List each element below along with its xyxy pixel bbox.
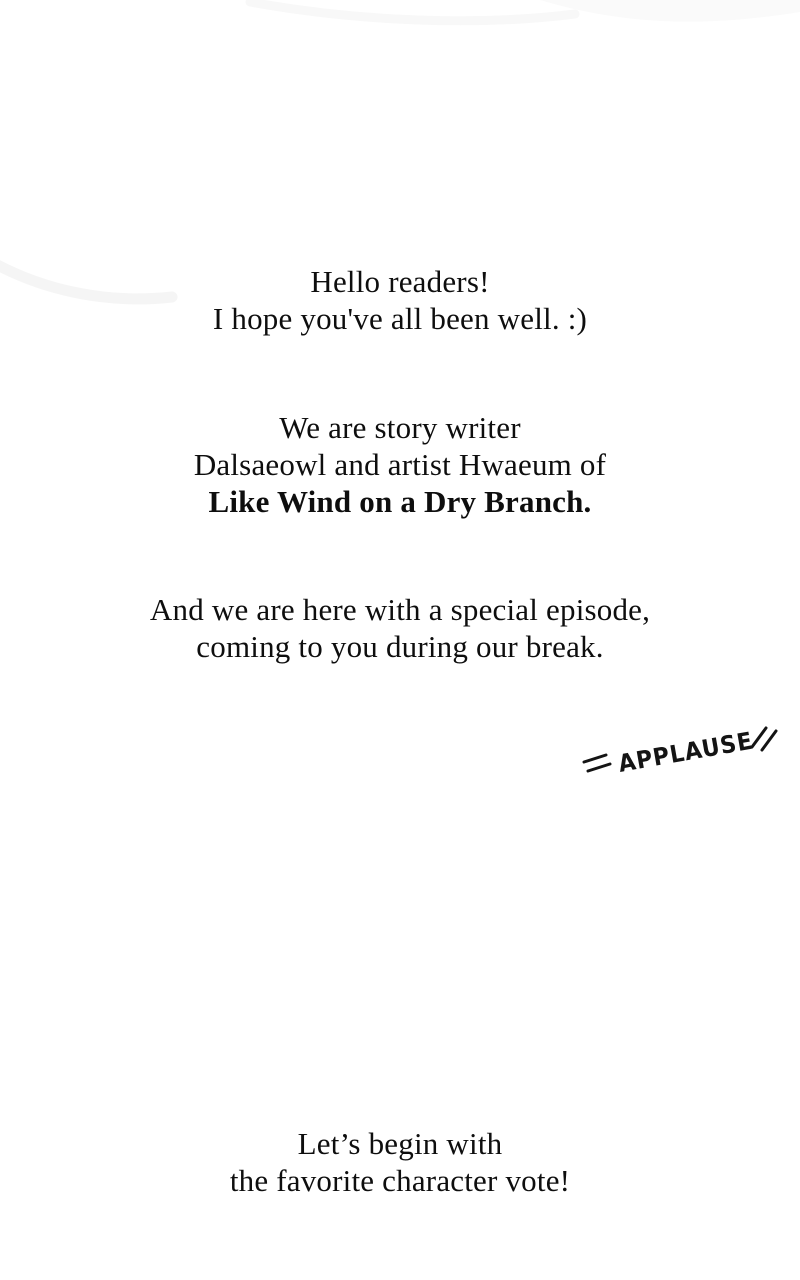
credits-line-2: Dalsaeowl and artist Hwaeum of xyxy=(193,447,607,482)
cloud-wisp-top-right xyxy=(540,0,800,22)
closing-line-1: Let’s begin with xyxy=(297,1126,503,1161)
greeting-text xyxy=(0,263,800,337)
episode-note-line-1: And we are here with a special episode, xyxy=(149,592,651,627)
closing-text xyxy=(0,1125,800,1199)
greeting-line-2: I hope you've all been well. :) xyxy=(212,301,588,336)
applause-right-slash-icon xyxy=(752,728,776,750)
series-title: Like Wind on a Dry Branch. xyxy=(208,484,592,519)
applause-left-tick-icon xyxy=(584,755,610,771)
applause-sfx xyxy=(560,705,785,790)
credits-text xyxy=(0,409,800,520)
episode-note-line-2: coming to you during our break. xyxy=(196,629,604,664)
applause-sfx-text: APPLAUSE xyxy=(616,727,756,779)
closing-line-2: the favorite character vote! xyxy=(229,1163,571,1198)
episode-note-text xyxy=(0,591,800,665)
greeting-line-1: Hello readers! xyxy=(310,264,490,299)
credits-line-1: We are story writer xyxy=(279,410,521,445)
cloud-wisp-top-center xyxy=(250,2,575,21)
